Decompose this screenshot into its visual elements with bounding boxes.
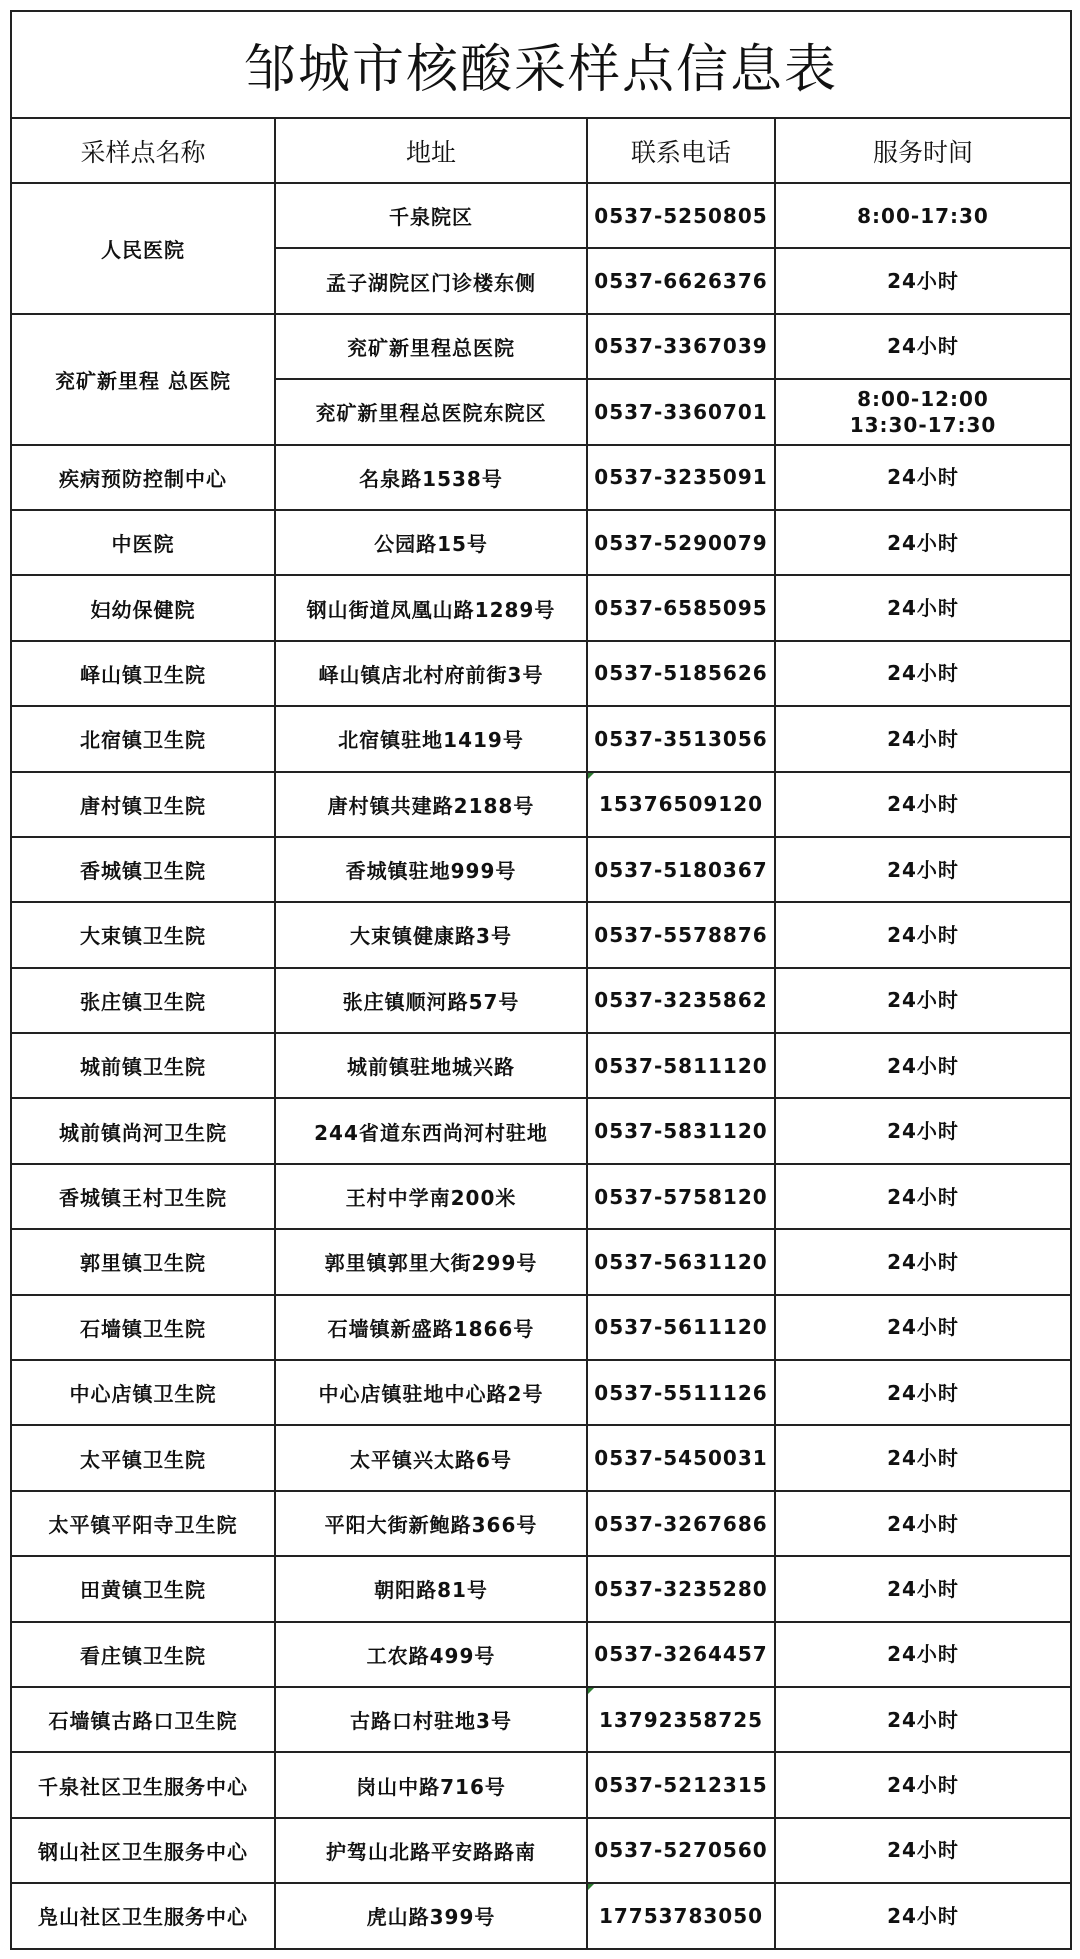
cell-address: 峄山镇店北村府前街3号 bbox=[275, 641, 587, 706]
cell-address: 北宿镇驻地1419号 bbox=[275, 706, 587, 771]
table-row bbox=[11, 706, 1071, 771]
cell-site-name: 兖矿新里程 总医院 bbox=[11, 314, 275, 445]
cell-hours bbox=[775, 575, 1071, 640]
hours-line: 24小时 bbox=[887, 334, 959, 359]
cell-hours bbox=[775, 1622, 1071, 1687]
cell-phone: 0537-6626376 bbox=[587, 248, 775, 313]
cell-hours bbox=[775, 1818, 1071, 1883]
cell-phone: 0537-5450031 bbox=[587, 1425, 775, 1490]
table-row bbox=[11, 1818, 1071, 1883]
table-row bbox=[11, 1229, 1071, 1294]
cell-address: 孟子湖院区门诊楼东侧 bbox=[275, 248, 587, 313]
cell-phone: 13792358725 bbox=[587, 1687, 775, 1752]
table-row bbox=[11, 510, 1071, 575]
hours-line: 24小时 bbox=[887, 1773, 959, 1798]
cell-phone: 0537-5250805 bbox=[587, 183, 775, 248]
table-row bbox=[11, 968, 1071, 1033]
table-row bbox=[11, 445, 1071, 510]
hours-line: 24小时 bbox=[887, 1903, 959, 1928]
cell-hours bbox=[775, 1295, 1071, 1360]
cell-address: 名泉路1538号 bbox=[275, 445, 587, 510]
cell-phone: 0537-5578876 bbox=[587, 902, 775, 967]
cell-site-name: 郭里镇卫生院 bbox=[11, 1229, 275, 1294]
header-name: 采样点名称 bbox=[11, 118, 275, 183]
cell-phone: 0537-5811120 bbox=[587, 1033, 775, 1098]
hours-line: 24小时 bbox=[887, 988, 959, 1013]
table-row bbox=[11, 183, 1071, 248]
cell-phone: 0537-5611120 bbox=[587, 1295, 775, 1360]
cell-hours bbox=[775, 248, 1071, 313]
cell-address: 太平镇兴太路6号 bbox=[275, 1425, 587, 1490]
hours-line: 24小时 bbox=[887, 530, 959, 555]
cell-phone: 0537-5180367 bbox=[587, 837, 775, 902]
cell-hours bbox=[775, 1425, 1071, 1490]
cell-phone: 0537-3264457 bbox=[587, 1622, 775, 1687]
cell-address: 大束镇健康路3号 bbox=[275, 902, 587, 967]
cell-address: 公园路15号 bbox=[275, 510, 587, 575]
table-row bbox=[11, 1752, 1071, 1817]
cell-hours bbox=[775, 1164, 1071, 1229]
hours-line: 24小时 bbox=[887, 1053, 959, 1078]
cell-address: 虎山路399号 bbox=[275, 1883, 587, 1948]
hours-line: 24小时 bbox=[887, 1380, 959, 1405]
hours-line: 24小时 bbox=[887, 1119, 959, 1144]
cell-address: 244省道东西尚河村驻地 bbox=[275, 1098, 587, 1163]
cell-address: 工农路499号 bbox=[275, 1622, 587, 1687]
table-row bbox=[11, 1098, 1071, 1163]
table-row bbox=[11, 837, 1071, 902]
cell-phone: 15376509120 bbox=[587, 772, 775, 837]
cell-site-name: 峄山镇卫生院 bbox=[11, 641, 275, 706]
table-title: 邹城市核酸采样点信息表 bbox=[11, 11, 1071, 118]
cell-address: 张庄镇顺河路57号 bbox=[275, 968, 587, 1033]
table-row bbox=[11, 1164, 1071, 1229]
cell-site-name: 香城镇王村卫生院 bbox=[11, 1164, 275, 1229]
cell-address: 王村中学南200米 bbox=[275, 1164, 587, 1229]
cell-site-name: 石墙镇卫生院 bbox=[11, 1295, 275, 1360]
cell-phone: 0537-3360701 bbox=[587, 379, 775, 444]
hours-line: 8:00-12:00 bbox=[857, 386, 989, 411]
table-body bbox=[11, 183, 1071, 1949]
cell-site-name: 太平镇平阳寺卫生院 bbox=[11, 1491, 275, 1556]
table-row bbox=[11, 1622, 1071, 1687]
hours-line: 24小时 bbox=[887, 1576, 959, 1601]
hours-line: 24小时 bbox=[887, 1184, 959, 1209]
cell-phone: 0537-5511126 bbox=[587, 1360, 775, 1425]
cell-hours bbox=[775, 772, 1071, 837]
cell-site-name: 大束镇卫生院 bbox=[11, 902, 275, 967]
cell-phone: 0537-3513056 bbox=[587, 706, 775, 771]
cell-site-name: 妇幼保健院 bbox=[11, 575, 275, 640]
cell-address: 钢山街道凤凰山路1289号 bbox=[275, 575, 587, 640]
cell-hours bbox=[775, 314, 1071, 379]
cell-address: 中心店镇驻地中心路2号 bbox=[275, 1360, 587, 1425]
cell-phone: 0537-3235862 bbox=[587, 968, 775, 1033]
cell-site-name: 香城镇卫生院 bbox=[11, 837, 275, 902]
hours-line: 24小时 bbox=[887, 792, 959, 817]
cell-site-name: 疾病预防控制中心 bbox=[11, 445, 275, 510]
cell-address: 郭里镇郭里大街299号 bbox=[275, 1229, 587, 1294]
cell-hours bbox=[775, 968, 1071, 1033]
hours-line: 24小时 bbox=[887, 1838, 959, 1863]
cell-site-name: 太平镇卫生院 bbox=[11, 1425, 275, 1490]
cell-hours bbox=[775, 510, 1071, 575]
header-address: 地址 bbox=[275, 118, 587, 183]
cell-site-name: 城前镇尚河卫生院 bbox=[11, 1098, 275, 1163]
cell-site-name: 田黄镇卫生院 bbox=[11, 1556, 275, 1621]
header-row bbox=[11, 118, 1071, 183]
hours-line: 24小时 bbox=[887, 596, 959, 621]
sampling-sites-table bbox=[10, 10, 1072, 1950]
cell-site-name: 千泉社区卫生服务中心 bbox=[11, 1752, 275, 1817]
hours-line: 24小时 bbox=[887, 1642, 959, 1667]
table-row bbox=[11, 1360, 1071, 1425]
cell-hours bbox=[775, 1360, 1071, 1425]
table-row bbox=[11, 1033, 1071, 1098]
cell-phone: 0537-5758120 bbox=[587, 1164, 775, 1229]
cell-phone: 0537-5631120 bbox=[587, 1229, 775, 1294]
table-row bbox=[11, 1295, 1071, 1360]
cell-hours bbox=[775, 706, 1071, 771]
hours-line: 13:30-17:30 bbox=[849, 412, 997, 437]
table-row bbox=[11, 314, 1071, 379]
hours-line: 24小时 bbox=[887, 726, 959, 751]
hours-line: 24小时 bbox=[887, 922, 959, 947]
cell-address: 古路口村驻地3号 bbox=[275, 1687, 587, 1752]
cell-phone: 0537-6585095 bbox=[587, 575, 775, 640]
cell-address: 香城镇驻地999号 bbox=[275, 837, 587, 902]
cell-site-name: 中医院 bbox=[11, 510, 275, 575]
table-row bbox=[11, 641, 1071, 706]
cell-phone: 0537-5831120 bbox=[587, 1098, 775, 1163]
cell-phone: 0537-3235280 bbox=[587, 1556, 775, 1621]
cell-phone: 0537-3235091 bbox=[587, 445, 775, 510]
cell-address: 石墙镇新盛路1866号 bbox=[275, 1295, 587, 1360]
cell-phone: 0537-3267686 bbox=[587, 1491, 775, 1556]
cell-hours bbox=[775, 379, 1071, 444]
cell-address: 护驾山北路平安路路南 bbox=[275, 1818, 587, 1883]
cell-address: 千泉院区 bbox=[275, 183, 587, 248]
table-row bbox=[11, 1425, 1071, 1490]
cell-phone: 17753783050 bbox=[587, 1883, 775, 1948]
cell-phone: 0537-5212315 bbox=[587, 1752, 775, 1817]
cell-site-name: 北宿镇卫生院 bbox=[11, 706, 275, 771]
cell-hours bbox=[775, 1229, 1071, 1294]
cell-address: 岗山中路716号 bbox=[275, 1752, 587, 1817]
cell-address: 朝阳路81号 bbox=[275, 1556, 587, 1621]
cell-site-name: 人民医院 bbox=[11, 183, 275, 314]
sampling-sites-sheet bbox=[10, 10, 1070, 1950]
cell-hours bbox=[775, 1687, 1071, 1752]
cell-hours bbox=[775, 902, 1071, 967]
cell-phone: 0537-3367039 bbox=[587, 314, 775, 379]
table-row bbox=[11, 902, 1071, 967]
hours-line: 24小时 bbox=[887, 465, 959, 490]
cell-hours bbox=[775, 1556, 1071, 1621]
cell-address: 兖矿新里程总医院 bbox=[275, 314, 587, 379]
cell-hours bbox=[775, 1752, 1071, 1817]
cell-site-name: 中心店镇卫生院 bbox=[11, 1360, 275, 1425]
hours-line: 24小时 bbox=[887, 1249, 959, 1274]
cell-phone: 0537-5270560 bbox=[587, 1818, 775, 1883]
hours-line: 24小时 bbox=[887, 1707, 959, 1732]
cell-hours bbox=[775, 445, 1071, 510]
hours-line: 24小时 bbox=[887, 269, 959, 294]
table-row bbox=[11, 1883, 1071, 1948]
cell-address: 唐村镇共建路2188号 bbox=[275, 772, 587, 837]
table-row bbox=[11, 1556, 1071, 1621]
hours-line: 24小时 bbox=[887, 1511, 959, 1536]
cell-site-name: 城前镇卫生院 bbox=[11, 1033, 275, 1098]
cell-site-name: 钢山社区卫生服务中心 bbox=[11, 1818, 275, 1883]
cell-hours bbox=[775, 641, 1071, 706]
hours-line: 24小时 bbox=[887, 1315, 959, 1340]
cell-site-name: 唐村镇卫生院 bbox=[11, 772, 275, 837]
cell-address: 平阳大街新鲍路366号 bbox=[275, 1491, 587, 1556]
cell-site-name: 看庄镇卫生院 bbox=[11, 1622, 275, 1687]
cell-site-name: 石墙镇古路口卫生院 bbox=[11, 1687, 275, 1752]
cell-hours bbox=[775, 1491, 1071, 1556]
hours-line: 24小时 bbox=[887, 1446, 959, 1471]
cell-address: 兖矿新里程总医院东院区 bbox=[275, 379, 587, 444]
cell-site-name: 张庄镇卫生院 bbox=[11, 968, 275, 1033]
table-row bbox=[11, 772, 1071, 837]
header-phone: 联系电话 bbox=[587, 118, 775, 183]
hours-line: 24小时 bbox=[887, 661, 959, 686]
cell-hours bbox=[775, 1883, 1071, 1948]
table-row bbox=[11, 1491, 1071, 1556]
cell-phone: 0537-5185626 bbox=[587, 641, 775, 706]
cell-phone: 0537-5290079 bbox=[587, 510, 775, 575]
cell-hours bbox=[775, 837, 1071, 902]
hours-line: 8:00-17:30 bbox=[857, 203, 989, 228]
cell-site-name: 凫山社区卫生服务中心 bbox=[11, 1883, 275, 1948]
cell-address: 城前镇驻地城兴路 bbox=[275, 1033, 587, 1098]
cell-hours bbox=[775, 1033, 1071, 1098]
cell-hours bbox=[775, 183, 1071, 248]
header-hours: 服务时间 bbox=[775, 118, 1071, 183]
cell-hours bbox=[775, 1098, 1071, 1163]
table-row bbox=[11, 1687, 1071, 1752]
hours-line: 24小时 bbox=[887, 857, 959, 882]
table-row bbox=[11, 575, 1071, 640]
